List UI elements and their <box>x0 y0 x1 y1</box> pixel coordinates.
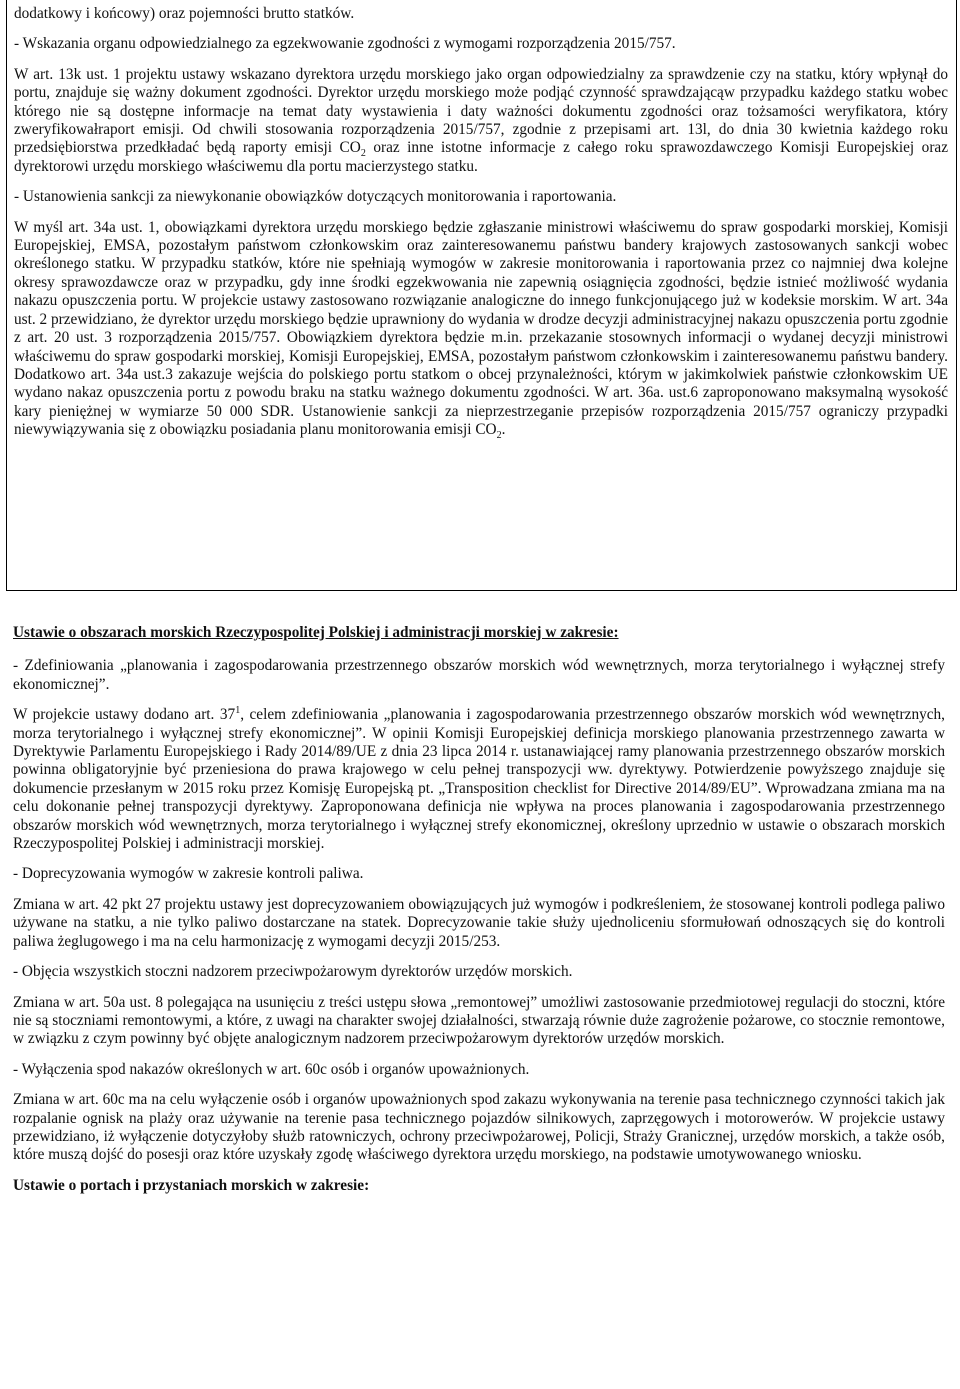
paragraph-art-37-start: W projekcie ustawy dodano art. 37 <box>13 706 236 724</box>
paragraph-art-37-body: , celem zdefiniowania „planowania i zagospodarowania przestrzennego obszarów morskich wód wewnętrznych, morza terytorialnego i wyłącznej strefy ekonomicznej”. W opinii Komisji Europejskiej definicja morskiego planowania przestrzennego zawarta w Dyrektywie Parlamentu Europejskiego i Rady 2014/89/UE z dnia 23 lipca 2014 r. ustanawiającej ramy planowania przestrzennego obszarów morskich powinna obligatoryjnie być przeniesiona do prawa krajowego w celu pełnej transpozycji ww. dyrektywy. Potwierdzenie powyższego znajduje się dokumencie przesłanym w 2015 roku przez Komisję Europejską pt. „Transposition checklist for Directive 2014/89/EU”. Wprowadzana zmiana ma na celu dokonanie pełnej transpozycji dyrektywy. Zaproponowana definicja nie wpływa na proces planowania i zagospodarowania przestrzennego obszarów morskich wód wewnętrznych, morza terytorialnego i wyłącznej strefy ekonomicznej, określony uprzednio w ustawie o obszarach morskich Rzeczypospolitej Polskiej i administracji morskiej. <box>13 706 945 853</box>
bullet-art-60c: - Wyłączenia spod nakazów określonych w art. 60c osób i organów upoważnionych. <box>13 1060 530 1078</box>
bullet-fuel-control: - Doprecyzowania wymogów w zakresie kontroli paliwa. <box>13 865 364 883</box>
main-section <box>13 624 945 1195</box>
bullet-definition: - Zdefiniowania „planowania i zagospodarowania przestrzennego obszarów morskich wód wewnętrznych, morza terytorialnego i wyłącznej strefy ekonomicznej”. <box>13 657 945 693</box>
section-heading-ports: Ustawie o portach i przystaniach morskich w zakresie: <box>13 1176 370 1194</box>
bullet-enforcement-authority: - Wskazania organu odpowiedzialnego za egzekwowanie zgodności z wymogami rozporządzenia 2015/757. <box>14 35 676 53</box>
paragraph-art-13k-text: W art. 13k ust. 1 projektu ustawy wskazano dyrektora urzędu morskiego jako organ odpowiedzialny za sprawdzenie czy na statku, który wpłynął do portu, znajduje się ważny dokument zgodności. Dyrektor urzędu morskiego może podjąć czynność sprawdzającąw przypadku każdego statku wobec którego nie są dostępne informacje na temat daty wystawienia i daty ważności dokumentu zgodności oraz tożsamości weryfikatora, który zweryfikowałraport emisji. Od chwili stosowania rozporządzenia 2015/757, zgodnie z przepisami art. 13l, do dnia 30 kwietnia każdego roku przedsiębiorstwa przedkładać będą raporty emisji CO <box>14 65 948 157</box>
paragraph-art-50a: Zmiana w art. 50a ust. 8 polegająca na usunięciu z treści ustępu słowa „remontowej” umożliwi zastosowanie przedmiotowej regulacji do stoczni, które nie są stoczniami remontowymi, a które, z uwagi na charakter swojej działalności, stwarzają równie duże zagrożenie pożarowe, co stocznie remontowe, w związku z czym powinny być objęte analogicznym nadzorem przeciwpożarowym dyrektorów urzędów morskich. <box>13 993 945 1048</box>
bullet-shipyards: - Objęcia wszystkich stoczni nadzorem przeciwpożarowym dyrektorów urzędów morskich. <box>13 963 573 981</box>
paragraph-art-13k <box>14 66 948 176</box>
text-line-ship-tonnage: dodatkowy i końcowy) oraz pojemności brutto statków. <box>14 5 355 22</box>
paragraph-art-13k-tail: oraz inne istotne informacje z całego roku sprawozdawczego Komisji Europejskiej oraz dyrektorowi urzędu morskiego właściwemu dla portu macierzystego statku. <box>14 139 948 175</box>
superscript-1: 1 <box>235 705 241 717</box>
bullet-sanctions: - Ustanowienia sankcji za niewykonanie obowiązków dotyczących monitorowania i raportowania. <box>14 188 617 206</box>
section-heading-sea-areas: Ustawie o obszarach morskich Rzeczypospolitej Polskiej i administracji morskiej w zakresie: <box>13 624 619 641</box>
co2-subscript: 2 <box>496 430 502 442</box>
paragraph-art-34a-text: W myśl art. 34a ust. 1, obowiązkami dyrektora urzędu morskiego będzie zgłaszanie ministrowi właściwemu do spraw gospodarki morskiej, Komisji Europejskiej, EMSA, pozostałym państwom członkowskim oraz zainteresowanemu państwu bandery krajowych zastosowanych sankcji wobec określonego statku. W przypadku statków, które nie spełniają wymogów w zakresie monitorowania i raportowania przez co najmniej dwa kolejne okresy sprawozdawcze oraz w przypadku, gdy inne środki egzekwowania nie zapewnią osiągnięcia zgodności, będzie istnieć możliwość wydania nakazu opuszczenia portu. W projekcie ustawy zastosowano rozwiązanie analogiczne do innego funkcjonującego już w kodeksie morskim. W art. 34a ust. 2 przewidziano, że dyrektor urzędu morskiego będzie uprawniony do wydania w drodze decyzji administracyjnej nakazu opuszczenia portu zgodnie z art. 20 ust. 3 rozporządzenia 2015/757. Obowiązkiem dyrektora będzie m.in. przekazanie stosownych informacji o wydanej decyzji ministrowi właściwemu do spraw gospodarki morskiej, Komisji Europejskiej, EMSA, pozostałym państwom członkowskim i zainteresowanemu państwu bandery. Dodatkowo art. 34a ust.3 zakazuje wejścia do polskiego portu statkom o obcej przynależności, którym w jakimkolwiek państwie członkowskim UE wydano nakaz opuszczenia portu z powodu braku na statku ważnego dokumentu zgodności. W art. 36a. ust.6 zaproponowano maksymalną wysokość kary pieniężnej w wymiarze 50 000 SDR. Ustanowienie sankcji za nieprzestrzeganie przepisów rozporządzenia 2015/757 ograniczy przypadki niewywiązywania się z obowiązku posiadania planu monitorowania emisji CO <box>14 218 948 439</box>
paragraph-art-34a <box>14 219 948 440</box>
paragraph-art-34a-tail: . <box>501 421 506 439</box>
bordered-section <box>6 0 957 591</box>
paragraph-art-60c: Zmiana w art. 60c ma na celu wyłączenie osób i organów upoważnionych spod zakazu wykonywania na terenie pasa technicznego czynności takich jak rozpalanie ognisk na plaży oraz używanie na terenie pasa technicznego pojazdów silnikowych, zaprzęgowych i motorowerów. W projekcie ustawy przewidziano, iż wyłączenie dotyczyłoby służb ratowniczych, ochrony przeciwpożarowej, Policji, Straży Granicznej, urzędów morskich, a także osób, które muszą dojść do posesji oraz które uzyskały zgodę właściwego dyrektora urzędu morskiego, na podstawie umotywowanego wniosku. <box>13 1091 945 1164</box>
paragraph-art-42: Zmiana w art. 42 pkt 27 projektu ustawy jest doprecyzowaniem obowiązujących już wymogów i podkreśleniem, że stosowanej kontroli podlega paliwo używane na statku, a nie tylko paliwo dostarczane na statek. Doprecyzowanie takie służy ujednoliceniu sformułowań odnoszących się do kontroli paliwa żeglugowego i ma na celu harmonizację z wymogami decyzji 2015/253. <box>13 895 945 950</box>
paragraph-art-37 <box>13 706 945 853</box>
co2-subscript: 2 <box>360 148 366 160</box>
